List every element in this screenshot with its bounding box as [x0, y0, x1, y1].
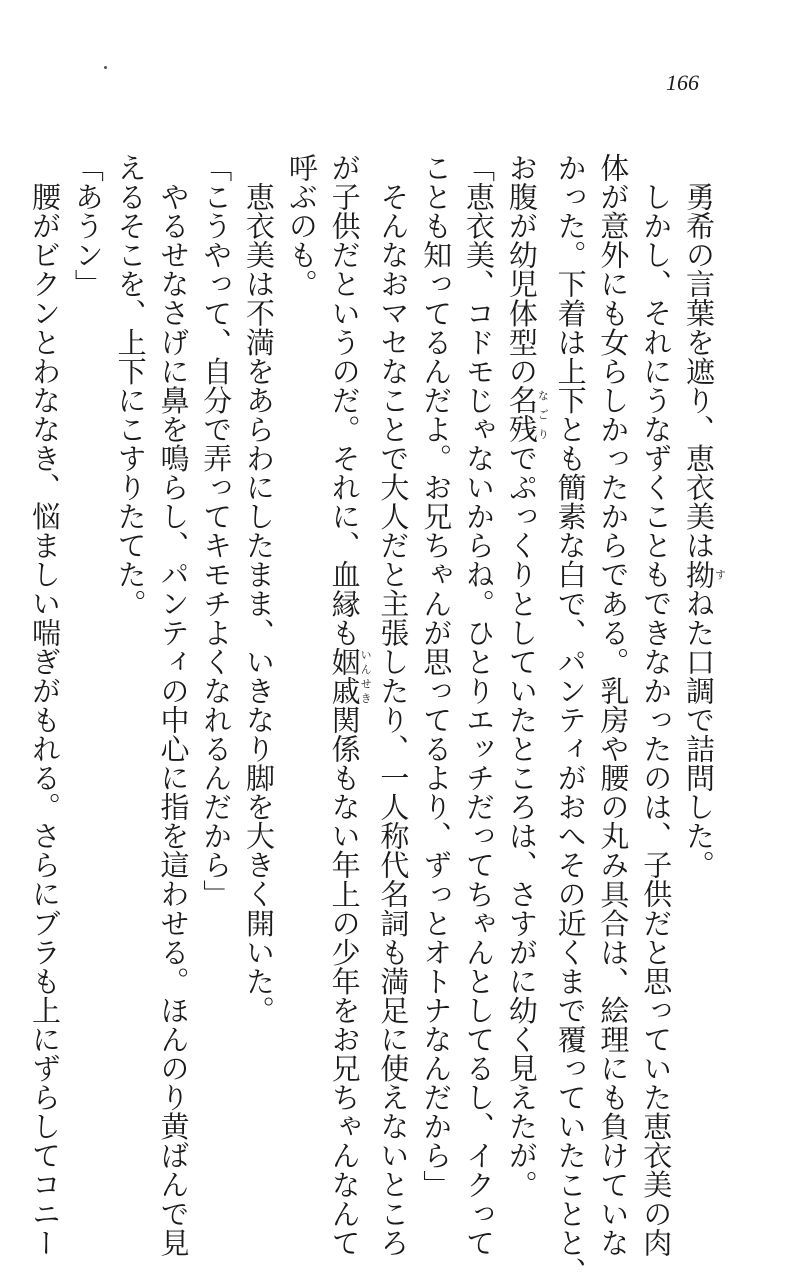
text-line-13: やるせなさげに鼻を鳴らし、パンティの中心に指を這わせる。ほんのり黄ばんで見 — [156, 182, 191, 1257]
ruby-inseki: 姻戚いんせき — [327, 646, 373, 705]
text-line-7: ことも知ってるんだよ。お兄ちゃんが思ってるより、ずっとオトナなんだから」 — [419, 153, 454, 1199]
ruby-reading-nagori: なごり — [536, 385, 550, 444]
ruby-reading-suneta: す — [713, 559, 727, 589]
page-dot-mark — [104, 66, 107, 69]
text-line-2: しかし、それにうなずくこともできなかったのは、子供だと思っていた恵衣美の肉 — [639, 182, 674, 1257]
ruby-nagori: 名残なごり — [504, 385, 550, 444]
text-line-3: 体が意外にも女らしかったからである。乳房や腰の丸み具合は、絵理にも負けていな — [596, 153, 631, 1257]
text-line-10: 呼ぶのも。 — [284, 153, 319, 299]
ruby-suneta: 拗す — [682, 559, 727, 589]
text-line-12: 「こうやって、自分で弄ってキモチよくなれるんだから」 — [199, 153, 234, 909]
text-line-6: 「恵衣美、コドモじゃないからね。ひとりエッチだってちゃんとしてるし、イクって — [462, 153, 497, 1257]
text-line-8: そんなおマセなことで大人だと主張したり、一人称代名詞も満足に使えないところ — [376, 182, 411, 1257]
text-line-15: 「あうン」 — [70, 153, 105, 299]
text-line-9: が子供だというのだ。それに、血縁も姻戚いんせき関係もない年上の少年をお兄ちゃんなんて — [327, 153, 373, 1257]
text-line-5: お腹が幼児体型の名残なごりでぷっくりとしていたところは、さすがに幼く見えたが。 — [504, 153, 550, 1199]
text-line-16: 腰がビクンとわななき、悩ましい喘ぎがもれる。さらにブラも上にずらしてコニー — [28, 182, 63, 1257]
text-line-11: 恵衣美は不満をあらわにしたまま、いきなり脚を大きく開いた。 — [242, 182, 277, 1025]
ruby-reading-inseki: いんせき — [359, 646, 373, 705]
vertical-text-body — [28, 153, 727, 1286]
text-line-14: えるそこを、上下にこすりたてた。 — [113, 153, 148, 618]
text-line-4: かった。下着は上下とも簡素な白で、パンティがおへその近くまで覆っていたことと、 — [553, 153, 588, 1286]
text-line-1: 勇希の言葉を遮り、恵衣美は拗すねた口調で詰問した。 — [682, 182, 727, 880]
page-number: 166 — [666, 70, 699, 95]
